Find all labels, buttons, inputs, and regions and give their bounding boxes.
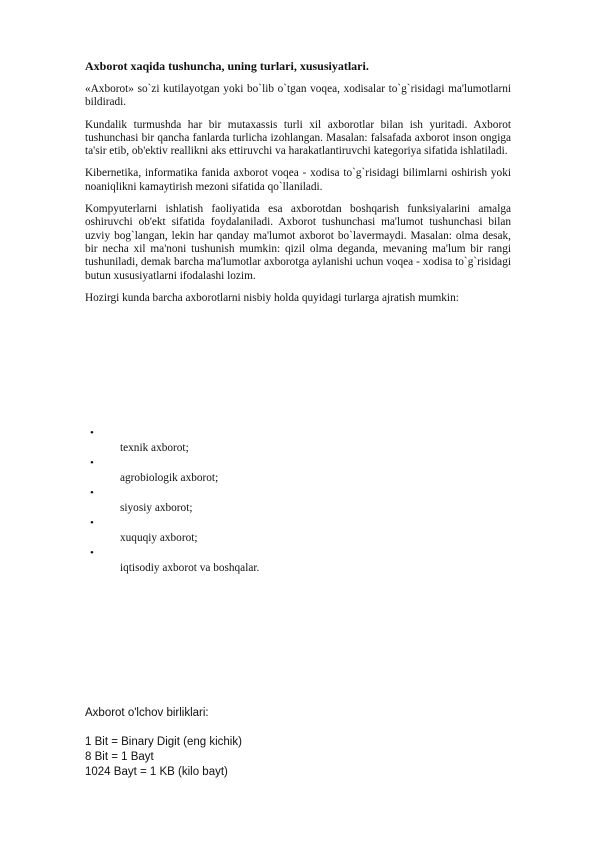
bullet-icon: • <box>90 547 94 559</box>
list-item <box>85 457 485 487</box>
paragraph-everyday-use: Kundalik turmushda har bir mutaxassis turli xil axborotlar bilan ish yuritadi. Axborot tushunchasi bir qancha fanlarda turlicha izohlangan. Masalan: falsafada axborot inson ongiga ta'sir etib, ob'ektiv reallikni aks ettiruvchi va harakatlantiruvchi kategoriya sifatida ishlatiladi. <box>85 118 511 158</box>
unit-line-byte: 8 Bit = 1 Bayt <box>85 751 154 763</box>
paragraph-types-intro: Hozirgi kunda barcha axborotlarni nisbiy holda quyidagi turlarga ajratish mumkin: <box>85 291 459 304</box>
list-item <box>85 517 485 547</box>
axborot-types-list <box>85 427 485 577</box>
bullet-icon: • <box>90 457 94 469</box>
bullet-icon: • <box>90 517 94 529</box>
list-item <box>85 487 485 517</box>
list-item <box>85 427 485 457</box>
units-section <box>85 706 485 780</box>
list-item-text: texnik axborot; <box>120 442 189 454</box>
list-item-text: siyosiy axborot; <box>120 502 193 514</box>
unit-line-kilobyte: 1024 Bayt = 1 KB (kilo bayt) <box>85 766 228 778</box>
paragraph-cybernetics: Kibernetika, informatika fanida axborot voqea - xodisa to`g`risidagi bilimlarni oshirish yoki noaniqlikni kamaytirish mezoni sifatida qo`llaniladi. <box>85 167 511 193</box>
bullet-icon: • <box>90 427 94 439</box>
list-item-text: agrobiologik axborot; <box>120 472 219 484</box>
document-title: Axborot xaqida tushuncha, uning turlari, xususiyatlari. <box>85 59 369 73</box>
list-item-text: xuquqiy axborot; <box>120 532 198 544</box>
list-item <box>85 547 485 577</box>
list-item-text: iqtisodiy axborot va boshqalar. <box>120 562 260 574</box>
paragraph-axborot-definition: «Axborot» so`zi kutilayotgan yoki bo`lib o`tgan voqea, xodisalar to`g`risidagi ma'lumotlarni bildiradi. <box>85 83 511 109</box>
bullet-icon: • <box>90 487 94 499</box>
units-title: Axborot o'lchov birliklari: <box>85 707 209 719</box>
document-body <box>85 59 511 314</box>
unit-line-bit: 1 Bit = Binary Digit (eng kichik) <box>85 736 242 748</box>
paragraph-computers: Kompyuterlarni ishlatish faoliyatida esa axborotdan boshqarish funksiyalarini amalga oshiruvchi ob'ekt sifatida foydalaniladi. Axborot tushunchasi ma'lumot tushunchasi bilan uzviy bog`langan, lekin har qanday ma'lumot axborot bo`lavermaydi. Masalan: olma desak, bir necha xil ma'noni tushunish mumkin: qizil olma deganda, mevaning ma'lum bir rangi tushuniladi, demak barcha ma'lumotlar axborotga aylanishi uchun voqea - xodisa to`g`risidagi butun xususiyatlarni ifodalashi lozim. <box>85 203 511 282</box>
